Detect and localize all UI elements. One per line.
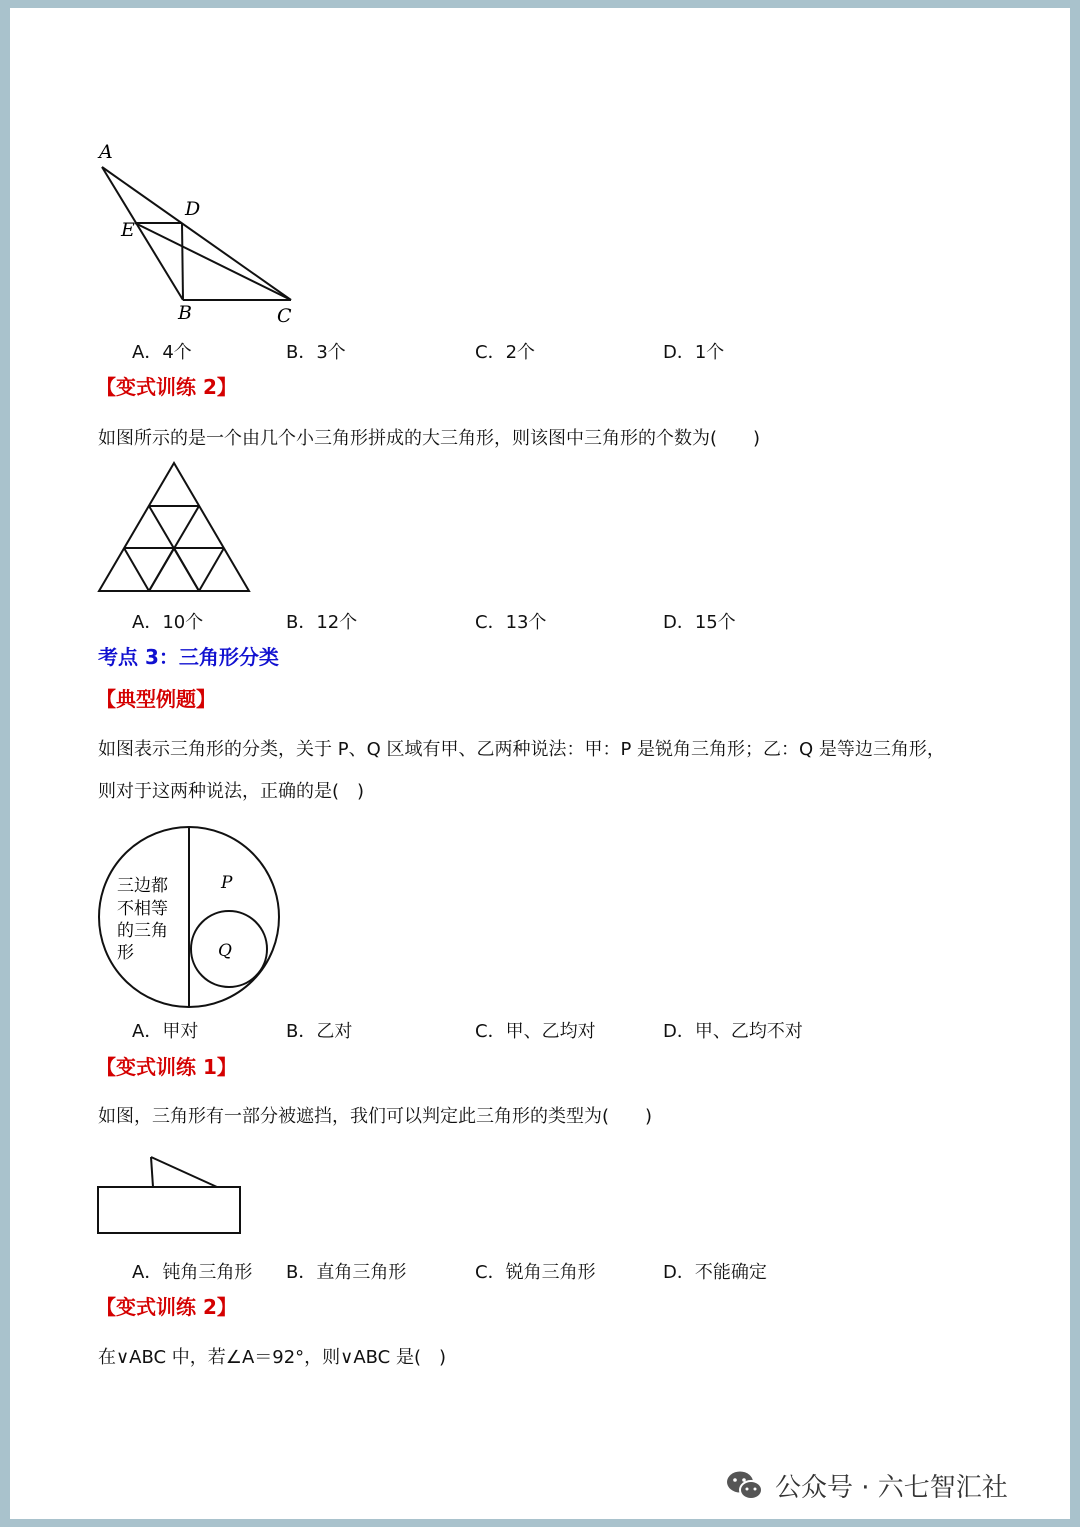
q3-option-d: D．甲、乙均不对: [663, 1021, 803, 1042]
section-heading-variant-1: 【变式训练 1】: [96, 1055, 237, 1079]
left-region-line-3: 的三角: [117, 921, 168, 941]
watermark-text: 公众号 · 六七智汇社: [775, 1473, 1008, 1503]
left-region-line-1: 三边都: [117, 876, 168, 896]
q4-option-c: C．锐角三角形: [475, 1262, 596, 1283]
label-b: B: [178, 302, 192, 324]
q2-option-b: B．12个: [286, 612, 358, 633]
q2-option-d: D．15个: [663, 612, 736, 633]
label-q: Q: [218, 941, 232, 961]
label-p: P: [221, 873, 233, 893]
q2-text: 如图所示的是一个由几个小三角形拼成的大三角形，则该图中三角形的个数为( ): [98, 428, 761, 449]
q5-text: 在∨ABC 中，若∠A＝92°，则∨ABC 是( ): [98, 1347, 447, 1368]
figure-triangle-grid: [95, 458, 265, 598]
q1-option-d: D．1个: [663, 342, 725, 363]
wechat-icon: [725, 1469, 765, 1503]
watermark: [725, 1467, 1008, 1504]
label-e: E: [121, 219, 135, 241]
q1-option-b: B．3个: [286, 342, 346, 363]
q3-text-line-1: 如图表示三角形的分类，关于 P、Q 区域有甲、乙两种说法：甲：P 是锐角三角形；乙：Q 是等边三角形，: [98, 739, 945, 760]
label-d: D: [185, 198, 201, 220]
q1-option-a: A．4个: [132, 342, 192, 363]
section-heading-example: 【典型例题】: [96, 687, 216, 711]
figure-hidden-triangle: [95, 1148, 255, 1246]
section-heading-variant-2: 【变式训练 2】: [96, 375, 237, 399]
q4-option-d: D．不能确定: [663, 1262, 767, 1283]
document-page: [10, 8, 1070, 1519]
q3-text-line-2: 则对于这两种说法，正确的是( ): [98, 781, 365, 802]
label-a: A: [99, 141, 113, 163]
q2-option-c: C．13个: [475, 612, 547, 633]
q3-option-a: A．甲对: [132, 1021, 199, 1042]
figure-classification-circle: [95, 816, 295, 1016]
q4-option-a: A．钝角三角形: [132, 1262, 253, 1283]
left-region-line-2: 不相等: [117, 899, 168, 919]
q1-option-c: C．2个: [475, 342, 536, 363]
label-c: C: [277, 305, 292, 327]
figure-triangle-ebcd: [95, 138, 315, 328]
q4-option-b: B．直角三角形: [286, 1262, 407, 1283]
q3-option-b: B．乙对: [286, 1021, 353, 1042]
q3-option-c: C．甲、乙均对: [475, 1021, 596, 1042]
q2-option-a: A．10个: [132, 612, 204, 633]
left-region-line-4: 形: [117, 943, 134, 963]
section-heading-variant-2b: 【变式训练 2】: [96, 1295, 237, 1319]
topic-3-heading: 考点 3：三角形分类: [98, 645, 279, 669]
q4-text: 如图，三角形有一部分被遮挡，我们可以判定此三角形的类型为( ): [98, 1106, 653, 1127]
